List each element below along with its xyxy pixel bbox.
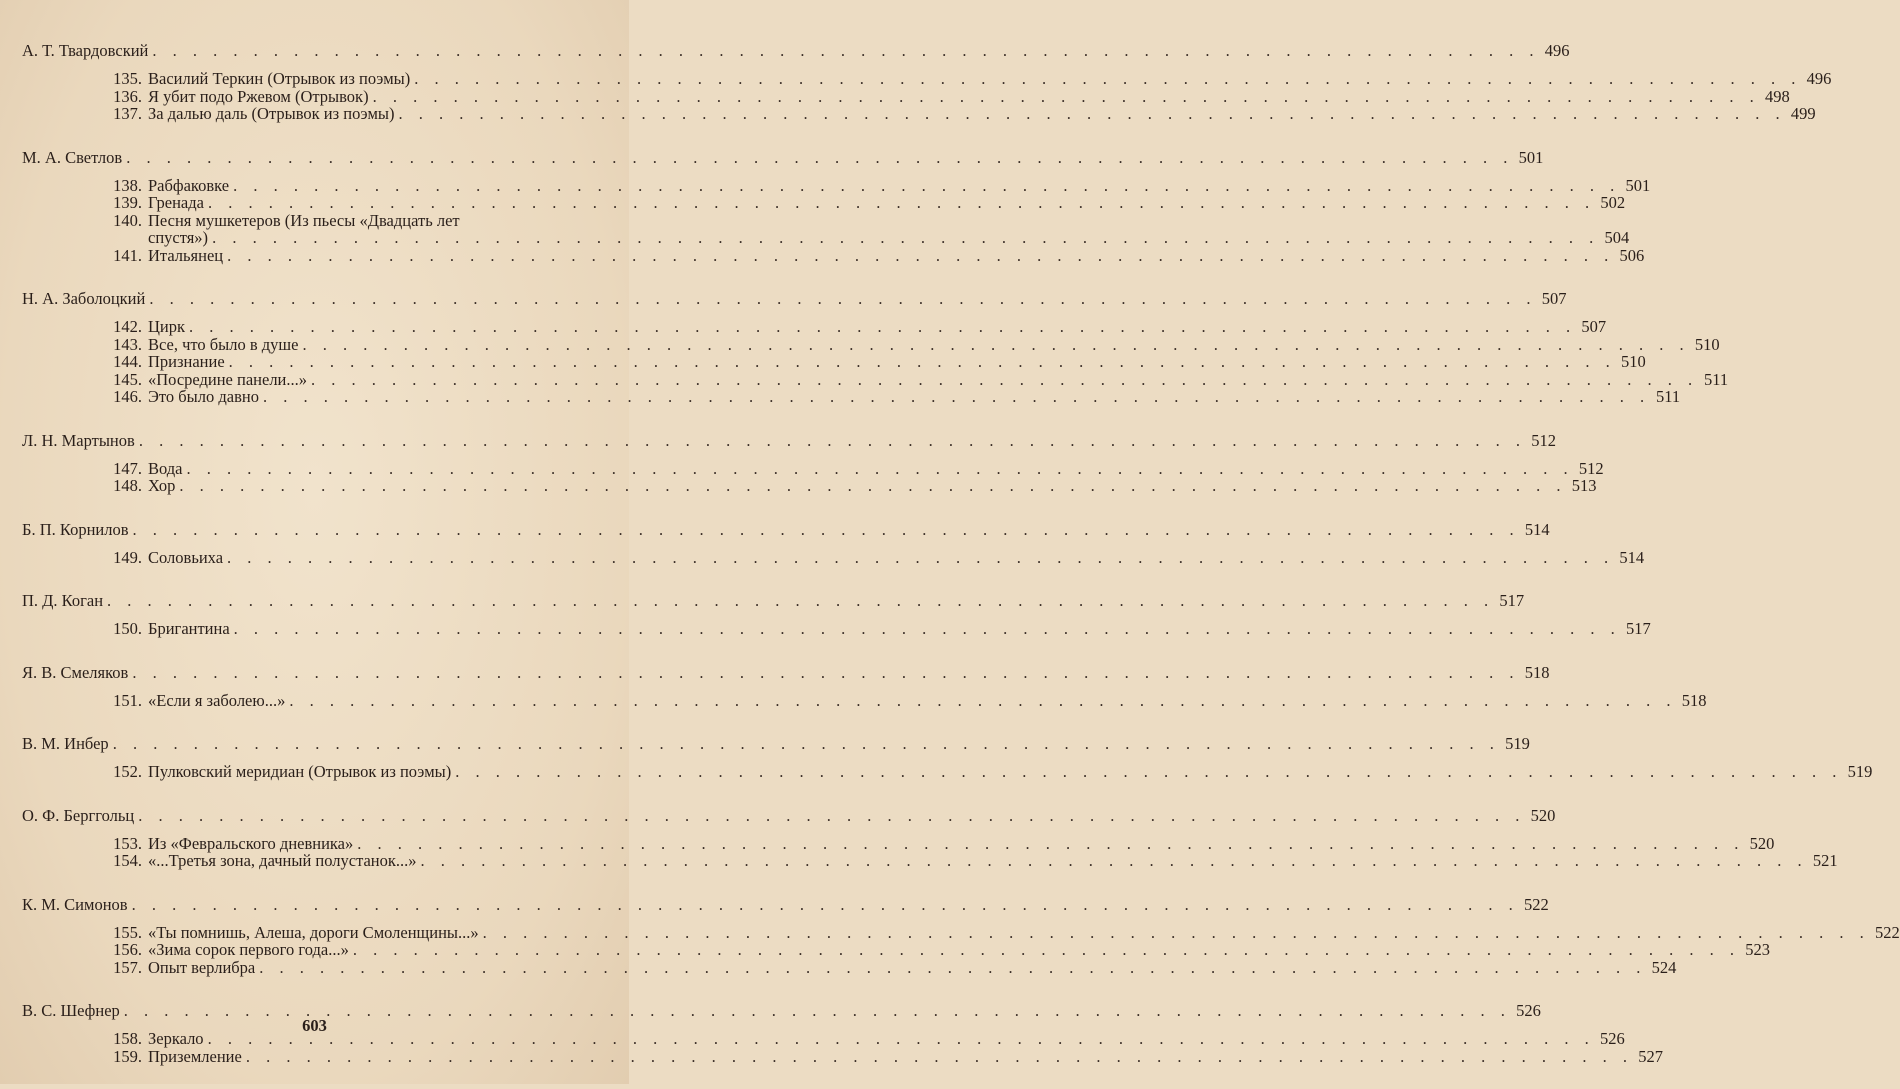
dot-leader: [455, 763, 1842, 781]
poem-title: «...Третья зона, дачный полустанок...»: [148, 851, 417, 870]
poem-entry: [110, 245, 1645, 265]
poem-number: 140.: [113, 210, 142, 230]
dot-leader: [353, 941, 1740, 959]
author-name: Б. П. Корнилов: [22, 519, 129, 539]
poem-list: [110, 317, 1729, 406]
poem-number: 156.: [113, 940, 142, 959]
dot-leader: [311, 371, 1698, 389]
poem-title: Из «Февральского дневника»: [148, 833, 354, 853]
dot-leader: [414, 70, 1801, 88]
poem-number: 138.: [113, 175, 142, 195]
poem-page-number: 526: [1599, 1029, 1625, 1048]
author-name: В. М. Инбер: [22, 734, 109, 753]
poem-entry: [110, 104, 1816, 123]
poem-title-continuation-line: [148, 229, 1629, 247]
poem-entry: [110, 69, 1832, 88]
poem-list: [110, 547, 1645, 567]
dot-leader: [152, 40, 1539, 62]
dot-leader: [107, 590, 1494, 612]
dot-leader: [187, 460, 1574, 478]
author-entry: [22, 590, 1525, 612]
poem-page-number: 520: [1749, 833, 1775, 853]
poem-title: Все, что было в душе: [148, 334, 299, 354]
poem-page-number: 512: [1578, 458, 1604, 478]
poem-entry: [110, 1046, 1663, 1066]
author-entry: [22, 147, 1544, 169]
author-page-number: 518: [1524, 662, 1550, 682]
poem-entry: [110, 762, 1873, 781]
poem-number: 159.: [113, 1046, 142, 1066]
poem-title: Приземление: [148, 1046, 242, 1066]
poem-number: 147.: [113, 458, 142, 478]
poem-entry: [110, 619, 1651, 638]
author-entry: [22, 288, 1567, 310]
author-section: [22, 894, 1900, 977]
poem-page-number: 502: [1600, 193, 1626, 212]
poem-title-block: [148, 212, 1629, 247]
author-section: [22, 147, 1651, 265]
poem-page-number: 511: [1655, 387, 1681, 406]
poem-list: [110, 619, 1651, 638]
dot-leader: [132, 662, 1519, 684]
dot-leader: [421, 852, 1808, 870]
dot-leader: [227, 549, 1614, 567]
poem-title: Пулковский меридиан (Отрывок из поэмы): [148, 762, 452, 781]
poem-number: 158.: [113, 1029, 142, 1048]
author-name: А. Т. Твардовский: [22, 41, 149, 60]
poem-title: «Ты помнишь, Алеша, дороги Смоленщины...»: [148, 922, 479, 942]
page-number: 603: [302, 1016, 327, 1035]
poem-number: 157.: [113, 957, 142, 977]
poem-page-number: 501: [1625, 175, 1651, 195]
dot-leader: [398, 105, 1785, 123]
author-page-number: 520: [1530, 805, 1556, 825]
poem-number: 142.: [113, 317, 142, 336]
dot-leader: [227, 247, 1614, 265]
author-entry: [22, 805, 1556, 827]
dot-leader: [373, 88, 1760, 106]
poem-page-number: 527: [1638, 1046, 1663, 1066]
poem-title: Я убит подо Ржевом (Отрывок): [148, 86, 369, 106]
poem-page-number: 514: [1619, 547, 1645, 567]
poem-entry: [110, 690, 1707, 710]
poem-page-number: 504: [1604, 228, 1630, 247]
poem-page-number: 524: [1651, 957, 1677, 977]
poem-title: Василий Теркин (Отрывок из поэмы): [148, 69, 411, 88]
author-section: [22, 733, 1873, 781]
poem-entry: [110, 940, 1771, 959]
dot-leader: [133, 519, 1520, 541]
poem-page-number: 522: [1875, 922, 1900, 942]
author-name: О. Ф. Берггольц: [22, 805, 135, 825]
poem-title: Это было давно: [148, 387, 259, 406]
poem-title: «Зима сорок первого года...»: [148, 940, 349, 959]
poem-entry: [110, 175, 1651, 195]
dot-leader: [132, 894, 1519, 916]
dot-leader: [289, 692, 1676, 710]
poem-title: Зеркало: [148, 1029, 204, 1048]
poem-number: 155.: [113, 922, 142, 942]
dot-leader: [246, 1048, 1633, 1066]
author-name: В. С. Шефнер: [22, 1001, 120, 1020]
poem-page-number: 510: [1621, 352, 1646, 371]
author-name: Л. Н. Мартынов: [22, 430, 135, 450]
poem-entry: [110, 334, 1720, 354]
author-name: К. М. Симонов: [22, 894, 128, 914]
poem-page-number: 498: [1764, 86, 1790, 106]
author-section: [22, 519, 1645, 567]
dot-leader: [179, 477, 1566, 495]
dot-leader: [113, 733, 1500, 755]
author-entry: [22, 430, 1556, 452]
poem-list: [110, 690, 1707, 710]
author-page-number: 526: [1516, 1001, 1541, 1020]
author-entry: [22, 662, 1550, 684]
author-page-number: 522: [1523, 894, 1549, 914]
poem-number: 148.: [113, 476, 142, 495]
dot-leader: [208, 194, 1595, 212]
author-name: Н. А. Заболоцкий: [22, 289, 146, 308]
poem-page-number: 513: [1571, 476, 1597, 495]
author-page-number: 517: [1499, 591, 1525, 610]
poem-number: 149.: [113, 547, 142, 567]
author-section: [22, 662, 1707, 710]
author-entry: [22, 894, 1549, 916]
author-page-number: 501: [1518, 147, 1544, 167]
dot-leader: [263, 388, 1650, 406]
poem-number: 143.: [113, 334, 142, 354]
author-section: [22, 40, 1832, 123]
poem-entry: [110, 957, 1677, 977]
poem-entry: [110, 352, 1646, 371]
dot-leader: [138, 805, 1525, 827]
poem-list: [110, 458, 1604, 495]
poem-page-number: 496: [1806, 69, 1832, 88]
poem-title: Признание: [148, 352, 225, 371]
poem-page-number: 510: [1694, 334, 1720, 354]
poem-entry: [110, 193, 1626, 212]
poem-number: 135.: [113, 69, 142, 88]
poem-number: 146.: [113, 387, 142, 406]
poem-page-number: 506: [1619, 245, 1645, 265]
author-page-number: 496: [1544, 41, 1570, 60]
poem-title: «Если я заболею...»: [148, 690, 286, 710]
poem-title: Песня мушкетеров (Из пьесы «Двадцать лет: [148, 210, 460, 230]
poem-page-number: 511: [1704, 369, 1729, 389]
author-name: П. Д. Коган: [22, 591, 104, 610]
dot-leader: [483, 924, 1870, 942]
dot-leader: [212, 229, 1599, 247]
author-page-number: 507: [1541, 289, 1567, 308]
poem-entry: [110, 547, 1645, 567]
poem-list: [110, 922, 1900, 977]
poem-entry: [110, 476, 1597, 495]
dot-leader: [126, 147, 1513, 169]
poem-number: 137.: [113, 104, 142, 123]
table-of-contents: [22, 40, 1900, 1089]
author-page-number: 514: [1524, 519, 1550, 539]
dot-leader: [259, 959, 1646, 977]
poem-title: Бригантина: [148, 619, 230, 638]
poem-page-number: 523: [1745, 940, 1771, 959]
author-section: [22, 805, 1838, 870]
poem-title: Итальянец: [148, 245, 224, 265]
dot-leader: [302, 336, 1689, 354]
poem-number: 139.: [113, 193, 142, 212]
poem-number: 154.: [113, 851, 142, 870]
author-entry: [22, 40, 1570, 62]
poem-title: Хор: [148, 476, 176, 495]
poem-entry: [110, 210, 1630, 247]
poem-page-number: 519: [1847, 762, 1873, 781]
poem-list: [110, 762, 1873, 781]
poem-entry: [110, 86, 1790, 106]
poem-page-number: 518: [1681, 690, 1707, 710]
poem-entry: [110, 833, 1775, 853]
poem-number: 152.: [113, 762, 142, 781]
poem-title: За далью даль (Отрывок из поэмы): [148, 104, 395, 123]
poem-list: [110, 69, 1832, 123]
dot-leader: [234, 620, 1621, 638]
poem-entry: [110, 387, 1681, 406]
poem-entry: [110, 851, 1838, 870]
author-page-number: 512: [1531, 430, 1556, 450]
poem-number: 150.: [113, 619, 142, 638]
dot-leader: [189, 318, 1576, 336]
poem-number: 144.: [113, 352, 142, 371]
poem-title: «Посредине панели...»: [148, 369, 308, 389]
author-entry: [22, 519, 1550, 541]
poem-entry: [110, 922, 1900, 942]
poem-page-number: 507: [1581, 317, 1607, 336]
dot-leader: [357, 835, 1744, 853]
poem-title: Цирк: [148, 317, 186, 336]
author-name: М. А. Светлов: [22, 147, 123, 167]
author-entry: [22, 733, 1530, 755]
author-section: [22, 430, 1604, 495]
poem-title: Гренада: [148, 193, 204, 212]
poem-page-number: 517: [1626, 619, 1651, 638]
poem-page-number: 521: [1812, 851, 1838, 870]
author-section: [22, 590, 1651, 638]
author-name: Я. В. Смеляков: [22, 662, 129, 682]
poem-list: [110, 175, 1651, 265]
poem-entry: [110, 458, 1604, 478]
dot-leader: [149, 288, 1536, 310]
poem-number: 136.: [113, 86, 142, 106]
poem-title: Соловьиха: [148, 547, 224, 567]
poem-number: 151.: [113, 690, 142, 710]
poem-page-number: 499: [1790, 104, 1816, 123]
poem-number: 141.: [113, 245, 142, 265]
poem-title-continuation: спустя»): [148, 228, 209, 247]
author-section: [22, 288, 1729, 406]
poem-entry: [110, 317, 1607, 336]
poem-title: Рабфаковке: [148, 175, 230, 195]
poem-title: Вода: [148, 458, 183, 478]
poem-title: Опыт верлибра: [148, 957, 256, 977]
dot-leader: [139, 430, 1526, 452]
poem-entry: [110, 369, 1729, 389]
poem-list: [110, 833, 1838, 870]
poem-number: 153.: [113, 833, 142, 853]
poem-number: 145.: [113, 369, 142, 389]
dot-leader: [229, 353, 1616, 371]
author-page-number: 519: [1505, 734, 1530, 753]
dot-leader: [233, 177, 1620, 195]
